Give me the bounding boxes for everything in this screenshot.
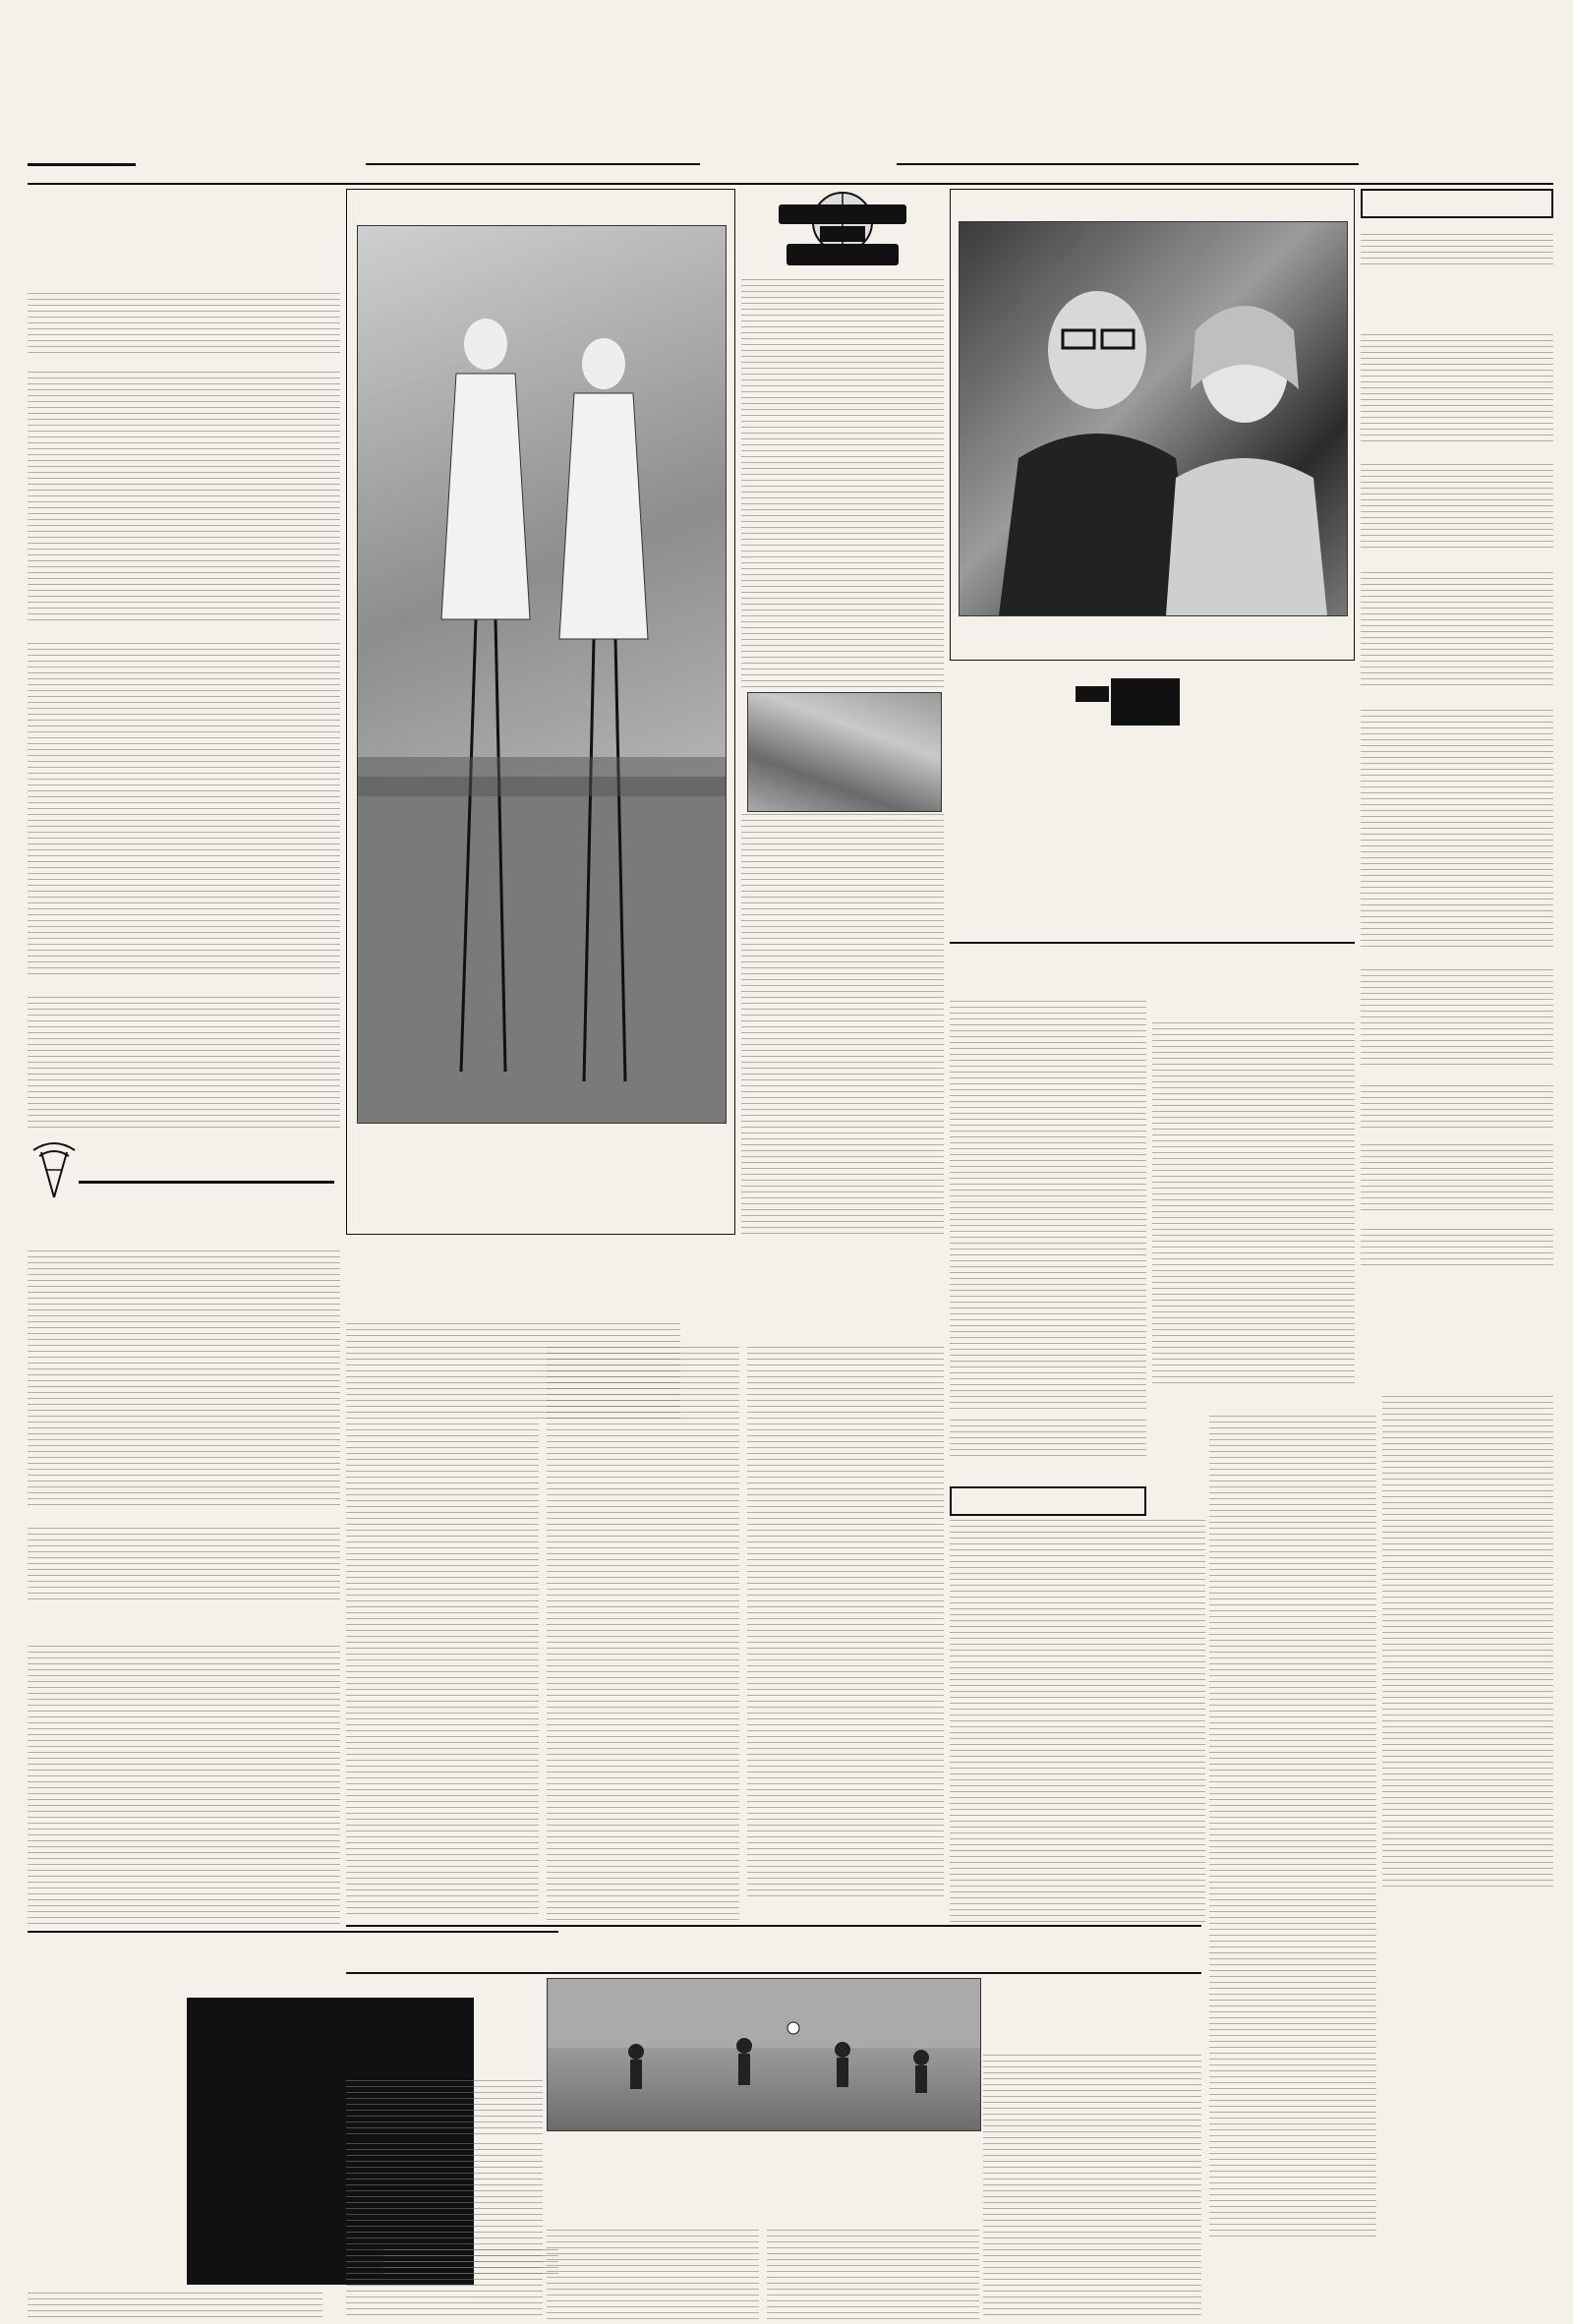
portraits-illustration — [960, 222, 1347, 615]
ainigmatikai-title — [1152, 1001, 1355, 1018]
aisiodoxoi-col2 — [547, 1347, 739, 1921]
apo-olon-col-top — [741, 279, 944, 692]
aisiodoxoi-headline — [346, 1256, 944, 1300]
agatha-author — [1327, 1272, 1553, 1288]
panigyris-subhead — [1361, 1215, 1553, 1227]
stilt-walkers-photo — [357, 225, 727, 1124]
radio-tower-icon — [29, 1140, 79, 1199]
theatro-text-lines — [28, 293, 340, 356]
aisiodoxoi-col2-lines — [547, 1347, 739, 1921]
stilt-figures-illustration — [358, 226, 726, 1123]
vproovoli-subhead — [28, 625, 340, 641]
gamoi-text-lines — [1361, 234, 1553, 269]
vproovoli-text-lines — [28, 643, 340, 977]
penthi-body — [1361, 464, 1553, 552]
penthi-subhead — [1361, 448, 1553, 462]
apo-olon-top-lines — [741, 279, 944, 692]
pneuma-oikonomias-title — [950, 961, 1355, 997]
athinaiki-rule — [950, 942, 1355, 944]
aisiodoxoi-kicker — [346, 1241, 944, 1254]
aisiodoxoi-col3-lines — [747, 1347, 944, 1897]
kinimatografoi-subhead — [28, 356, 340, 372]
masthead-rule-left — [28, 163, 136, 166]
ypotropi-title — [950, 686, 1355, 727]
pro50-body — [1361, 710, 1553, 950]
mnimosyna-text-lines — [1361, 572, 1553, 690]
vproovoli-listings — [28, 643, 340, 977]
theatrika-title — [950, 1486, 1146, 1516]
peiraias-text-lines — [28, 997, 340, 1133]
kinimatografoi-text-lines — [28, 372, 340, 623]
masthead-underline — [28, 183, 1553, 185]
radio-header — [28, 1138, 340, 1203]
prosklisis-body — [28, 1646, 340, 1929]
agatha-part — [1209, 1392, 1288, 1410]
aisiodoxoi-col1 — [346, 1423, 539, 1919]
filathlous-title — [346, 1929, 1201, 1972]
aisiodoxoi-copyright — [688, 1319, 944, 1343]
xronika-sub — [950, 1461, 1146, 1484]
apo-olon-bottom — [786, 244, 899, 265]
panigyris-body — [1361, 1229, 1553, 1268]
theatrika-body — [950, 1520, 1205, 1923]
kinimatografoi-listings — [28, 372, 340, 623]
farmakeia-text-lines — [1361, 969, 1553, 1068]
apo-olon-mid — [820, 226, 865, 242]
aisiodoxoi-col3 — [747, 1347, 944, 1897]
segas-col2 — [767, 2230, 979, 2320]
orchistiki-text-lines — [28, 1528, 340, 1600]
horizontals-text-lines — [28, 2293, 322, 2320]
masthead-rule-mid — [366, 163, 700, 165]
segas-col1 — [547, 2230, 759, 2320]
ypotropi-poem — [960, 731, 1351, 918]
kypros-body — [346, 2080, 543, 2139]
ypotropi-author — [1219, 922, 1357, 936]
aisiodoxoi-col1-lines — [346, 1423, 539, 1919]
prosklisis-title — [28, 1604, 340, 1618]
koinonika-header — [1361, 189, 1553, 218]
xronika-title — [950, 1445, 1146, 1459]
radio-title — [79, 1144, 334, 1184]
crossword-horizontals-clues — [28, 2293, 322, 2320]
apo-olon-col-bottom — [741, 814, 944, 1237]
peiraias-listings — [28, 997, 340, 1133]
prosklisis-text-lines — [28, 1646, 340, 1929]
xronika-sub2 — [1152, 1423, 1205, 1482]
radio-text-lines — [28, 1250, 340, 1508]
pro50-date-line — [1361, 694, 1553, 708]
segas-col1-lines — [547, 2230, 759, 2320]
agatha-col1-lines — [1209, 1416, 1376, 2241]
aisiodoxoi-signature — [747, 1899, 944, 1913]
gnostopoiiseis-body — [1361, 334, 1553, 444]
athinaiki-label — [950, 946, 1355, 959]
crossword-row-numbers — [171, 1998, 185, 2281]
mnimosyna-subhead — [1361, 556, 1553, 570]
kypros-body-2 — [346, 2143, 543, 2320]
kiniseis-subhead — [1361, 1072, 1553, 1083]
segas-title — [547, 2182, 979, 2204]
agatha-header — [1209, 1272, 1553, 1390]
gamoi-body — [1361, 234, 1553, 269]
gamoi-subhead — [1361, 222, 1553, 234]
exo-politikis-caption — [961, 618, 1346, 660]
agatha-title-line2 — [1337, 1335, 1553, 1386]
xylopodaroi-caption — [357, 1126, 725, 1230]
farmakeia-subhead — [1361, 954, 1553, 967]
kiniseis-text-lines — [1361, 1085, 1553, 1129]
pneuma-col1 — [950, 1001, 1146, 1414]
prosklisis-subtitle — [28, 1618, 340, 1644]
theatrika-text-lines — [950, 1520, 1205, 1923]
filathlous-banner — [346, 1925, 1201, 1974]
football-caption — [547, 2133, 979, 2179]
gnostopoiiseis-title — [1361, 275, 1553, 330]
apo-olon-bottom-lines — [741, 814, 944, 1237]
ekklisia-body — [1361, 1144, 1553, 1213]
football-players-illustration — [548, 1979, 980, 2130]
aisiodoxoi-byline — [688, 1304, 944, 1319]
kypros-text-lines — [346, 2080, 543, 2139]
xylopodaroi-title — [357, 194, 534, 223]
tennis-text-lines — [983, 2055, 1201, 2320]
kypros-text-lines-2 — [346, 2143, 543, 2320]
gnostopoiiseis-text-lines — [1361, 334, 1553, 444]
koinonika-title — [1369, 191, 1551, 216]
agatha-col2-lines — [1382, 1396, 1553, 1888]
politicians-photo — [959, 221, 1348, 616]
apo-olon-top — [779, 204, 906, 224]
kiniseis-body — [1361, 1085, 1553, 1129]
radio-listings — [28, 1207, 340, 1508]
masthead-rule-right — [897, 163, 1359, 165]
orchistiki-title — [28, 1512, 340, 1526]
ekklisia-text-lines — [1361, 1144, 1553, 1213]
peiraias-subhead — [28, 979, 340, 995]
kypros-title — [346, 1978, 543, 2076]
agatha-title-line1 — [1209, 1288, 1553, 1337]
segas-subtitle — [547, 2206, 979, 2226]
emmetros-label — [950, 667, 1166, 678]
panigyris-text-lines — [1361, 1229, 1553, 1268]
agatha-col1 — [1209, 1416, 1376, 2241]
pneuma-col1-lines — [950, 1001, 1146, 1414]
ship-photo — [747, 692, 942, 812]
apo-olon-badge — [741, 189, 944, 273]
issue-date — [1359, 153, 1555, 175]
ekklisia-subhead — [1361, 1131, 1553, 1142]
football-photo — [547, 1978, 981, 2131]
farmakeia-body — [1361, 969, 1553, 1068]
agatha-col2 — [1382, 1396, 1553, 1888]
tennis-body — [983, 2055, 1201, 2320]
orchistiki-body — [28, 1528, 340, 1600]
segas-col2-lines — [767, 2230, 979, 2320]
penthi-text-lines — [1361, 464, 1553, 552]
pro50-text-lines — [1361, 710, 1553, 950]
exo-politikis-frame — [950, 189, 1355, 661]
theamata-header — [28, 189, 340, 252]
newspaper-title — [728, 147, 885, 181]
theatro-listings — [28, 269, 340, 356]
tennis-title — [983, 1978, 1201, 2051]
mnimosyna-body — [1361, 572, 1553, 690]
crossword-horizontals-label — [28, 2279, 322, 2293]
xylopodaroi-frame — [346, 189, 735, 1235]
exo-politikis-title — [961, 192, 1255, 219]
page-number-label — [140, 153, 395, 175]
theamata-title — [28, 189, 200, 248]
